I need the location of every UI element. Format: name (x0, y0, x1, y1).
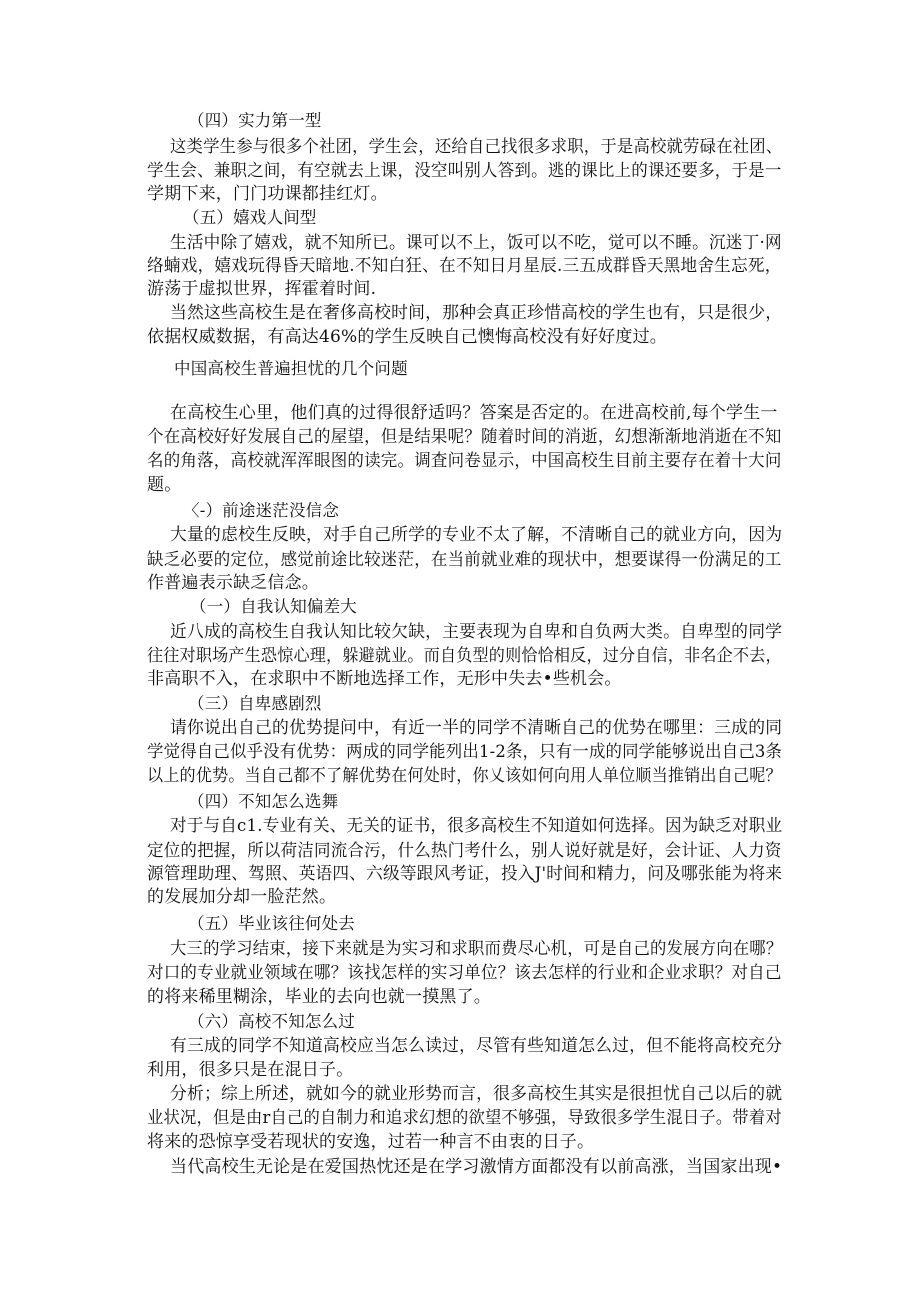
paragraph-line: 大三的学习结束，接下来就是为实习和求职而费尽心机，可是自己的发展方向在哪？ (170, 939, 783, 959)
paragraph-line: 分析；综上所述，就如今的就业形势而言，很多高校生其实是很担忧自己以后的就 (170, 1084, 783, 1104)
paragraph-line: 个在高校好好发展自己的屋望，但是结果呢？随着时间的消逝，幻想渐渐地消逝在不知 (147, 427, 782, 447)
section-heading: （一）自我认知偏差大 (190, 597, 357, 616)
paragraph-line: 在高校生心里，他们真的过得很舒适吗？答案是否定的。在进高校前,每个学生一 (170, 403, 778, 423)
paragraph-line: 学期下来，门门功课都挂红灯。 (147, 184, 388, 204)
section-heading: （四）不知怎么选舞 (188, 792, 339, 811)
paragraph-line: 作普遍表示缺乏信念。 (147, 573, 319, 593)
paragraph-line: 近八成的高校生自我认知比较欠缺，主要表现为自卑和自负两大类。自卑型的同学 (170, 622, 783, 642)
paragraph-line: 源管理助理、驾照、英语四、六级等跟风考证，投入J'时间和精力，问及哪张能为将来 (147, 864, 783, 884)
paragraph-line: 业状况，但是由r自己的自制力和追求幻想的欲望不够强，导致很多学生混日子。带着对 (147, 1108, 782, 1128)
paragraph-line: 当代高校生无论是在爱国热忱还是在学习激情方面都没有以前高涨，当国家出现• (170, 1157, 783, 1177)
paragraph-line: 生活中除了嬉戏，就不知所已。课可以不上，饭可以不吃，觉可以不睡。沉迷丁·网 (170, 233, 782, 253)
paragraph-line: 题。 (147, 475, 182, 495)
section-heading: （三）自卑感剧烈 (188, 694, 322, 713)
paragraph-line: 学觉得自己似乎没有优势：两成的同学能列出1-2条，只有一成的同学能够说出自己3条 (147, 742, 783, 762)
paragraph-line: 对于与自c1.专业有关、无关的证书，很多高校生不知道如何选择。因为缺乏对职业 (170, 816, 783, 836)
paragraph-line: 络蝻戏，嬉戏玩得昏天暗地.不知白狂、在不知日月星辰.三五成群昏天黑地舍生忘死， (147, 256, 782, 276)
paragraph-line: 名的角落，高校就浑浑眼图的读完。调査问卷显示，中国高校生目前主要存在着十大问 (147, 451, 782, 471)
paragraph-line: 请你说出自己的优势提问中，有近一半的同学不清晰自己的优势在哪里：三成的同 (170, 718, 783, 738)
section-heading: 〈-）前途迷茫没信念 (183, 501, 340, 520)
paragraph-line: 缺乏必要的定位，感觉前途比较迷茫，在当前就业难的现状中，想要谋得一份满足的工 (147, 550, 782, 570)
paragraph-line: 学生会、兼职之间，有空就去上课，没空叫别人答到。逃的课比上的课还要多，于是一 (147, 161, 782, 181)
paragraph-line: 依据权威数据，有高达46%的学生反映自己懊悔高校没有好好度过。 (147, 327, 667, 347)
paragraph-line: 的发展加分却一脸茫然。 (147, 887, 337, 907)
section-heading: （五）嬉戏人间型 (183, 208, 317, 227)
paragraph-line: 有三成的同学不知道高校应当怎么读过，尽管有些知道怎么过，但不能将高校充分 (170, 1036, 783, 1056)
paragraph-line: 大量的虑校生反映，对手自己所学的专业不太了解，不清晰自己的就业方向，因为 (170, 525, 783, 545)
section-heading: （四）实力第一型 (188, 111, 322, 130)
paragraph-line: 这类学生参与很多个社团，学生会，还给自己找很多求职，于是高校就劳碌在社团、 (170, 137, 783, 157)
section-heading: （五）毕业该往何处去 (188, 914, 355, 933)
subtitle: 中国高校生普遍担忧的几个问题 (174, 359, 408, 378)
paragraph-line: 非高职不入，在求职中不断地选择工作，无形中失去•些机会。 (147, 669, 622, 689)
paragraph-line: 利用，很多只是在混日子。 (147, 1060, 354, 1080)
section-heading: （六）高校不知怎么过 (188, 1012, 355, 1031)
paragraph-line: 将来的恐惊享受若现状的安逸，过若一种言不由衷的日子。 (147, 1132, 595, 1152)
paragraph-line: 对口的专业就业领域在哪？该找怎样的实习单位？该去怎样的行业和企业求职？对自己 (147, 963, 782, 983)
paragraph-line: 的将来稀里糊涂，毕业的去向也就一摸黑了。 (147, 987, 491, 1007)
paragraph-line: 定位的把握，所以荷洁同流合污，什么热门考什么，别人说好就是好，会计证、人力资 (147, 841, 782, 861)
paragraph-line: 游荡于虚拟世界，挥霍着时间. (147, 279, 377, 299)
paragraph-line: 当然这些高校生是在奢侈高校时间，那种会真正珍惜高校的学生也有，只是很少， (170, 303, 783, 323)
paragraph-line: 以上的优势。当自己都不了解优势在何处时，你乂该如何向用人单位顺当推销出自己呢？ (147, 766, 782, 786)
paragraph-line: 往往对职场产生恐惊心理，躲避就业。而自负型的则恰恰相反，过分自信，非名企不去， (147, 646, 782, 666)
